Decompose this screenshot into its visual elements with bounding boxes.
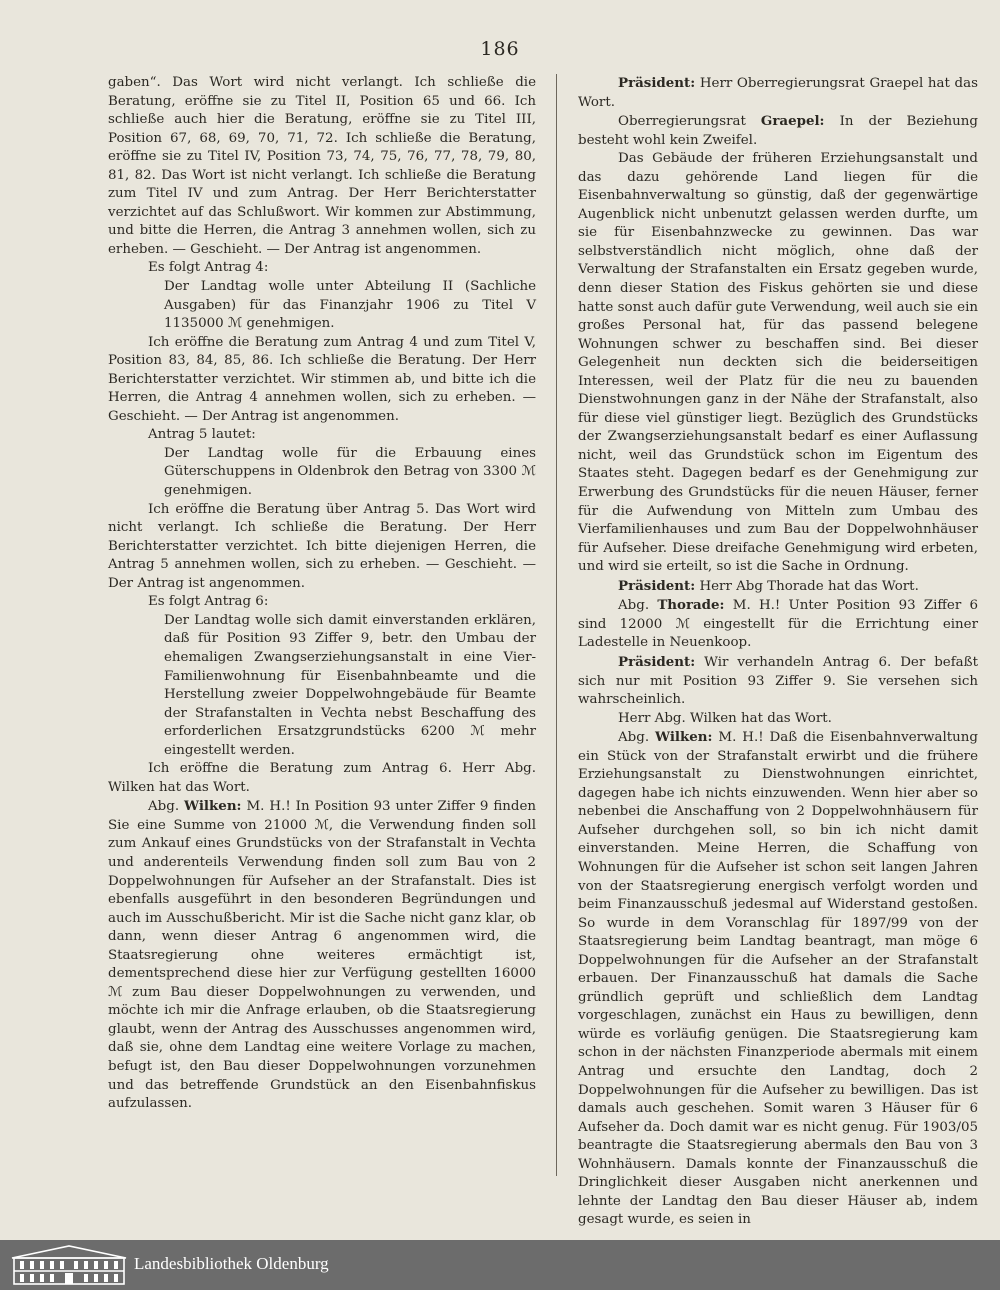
speaker-name: Thorade: <box>657 597 725 614</box>
library-building-logo-icon[interactable] <box>10 1244 128 1286</box>
page-number: 186 <box>480 38 520 60</box>
speech-paragraph <box>578 653 978 710</box>
speech-text: M. H.! In Position 93 unter Ziffer 9 finden Sie eine Summe von 21000 ℳ, die Verwendung finden soll zum Ankauf eines Grundstücks von der Strafanstalt in Vechta und anderenteils Verwendung finden soll zum Bau von 2 Doppelwohnungen für Aufseher an der Strafanstalt. Dies ist ebenfalls ausgeführt in den besonderen Begründungen und auch im Ausschußbericht. Mir ist die Sache nicht ganz klar, ob dann, wenn dieser Antrag 6 angenommen wird, die Staatsregierung ohne weiteres ermächtigt ist, dementsprechend diese hier zur Verfügung gestellten 16000 ℳ zum Bau dieser Doppelwohnungen zu verwenden, und möchte ich mir die Anfrage erlauben, ob die Staatsregierung glaubt, wenn der Antrag des Ausschusses angenommen wird, daß sie, ohne dem Landtag eine weitere Vorlage zu machen, befugt ist, den Bau dieser Doppelwohnungen vorzunehmen und das betreffende Grundstück an den Eisenbahnfiskus aufzulassen. <box>108 799 536 1112</box>
speech-text: M. H.! Unter Position 93 Ziffer 6 sind 12000 ℳ eingestellt für die Errichtung einer Ladestelle in Neuenkoop. <box>578 598 978 651</box>
motion-text: Der Landtag wolle unter Abteilung II (Sachliche Ausgaben) für das Finanzjahr 1906 zu Titel V 1135000 ℳ genehmigen. <box>164 279 536 332</box>
body-paragraph: Es folgt Antrag 4: <box>148 260 269 276</box>
speech-paragraph <box>578 577 978 597</box>
body-paragraph: Es folgt Antrag 6: <box>148 594 269 610</box>
speaker-name: Präsident: <box>618 577 696 594</box>
speaker-title: Oberregierungsrat <box>618 114 746 130</box>
speech-text: Herr Oberregierungsrat Graepel hat das Wort. <box>578 76 978 110</box>
speech-paragraph <box>578 596 978 653</box>
speech-paragraph <box>108 797 536 1113</box>
body-paragraph: Das Gebäude der früheren Erziehungsanstalt und das dazu gehörende Land liegen für die Eisenbahnverwaltung so günstig, daß der gegenwärtige Augenblick nicht unbenutzt gelassen werden durfte, um sie für Eisenbahnzwecke zu gewinnen. Das war selbstverständlich nicht möglich, ohne daß der Verwaltung der Strafanstalten ein Ersatz gegeben wurde, denn dieser Station des Fiskus gehörten sie und diese hatte sonst auch dafür gute Verwendung, weil auch sie ein großes Personal hat, für das passend belegene Wohnungen schwer zu beschaffen sind. Bei dieser Gelegenheit nun deckten sich die beiderseitigen Interessen, weil der Platz für die neu zu bauenden Dienstwohnungen ganz in der Nähe der Strafanstalt, also für diese viel günstiger liegt. Bezüglich des Grundstücks der Zwangserziehungsanstalt bedarf es einer Auflassung nicht, weil das Grundstück schon im Eigentum des Staates steht. Dagegen bedarf es der Genehmigung zur Erwerbung des Grundstücks für die neuen Häuser, ferner für die Aufwendung von Mitteln zum Umbau des Vierfamilienhauses und zum Bau der Doppelwohnhäuser für Aufseher. Diese dreifache Genehmigung wird erbeten, und wird sie erteilt, so ist die Sache in Ordnung. <box>578 151 978 575</box>
speaker-title: Abg. <box>148 799 180 815</box>
body-paragraph: Ich eröffne die Beratung über Antrag 5. Das Wort wird nicht verlangt. Ich schließe die Beratung. Der Herr Berichterstatter verzichtet. Ich bitte diejenigen Herren, die Antrag 5 annehmen wollen, sich zu erheben. — Geschieht. — Der Antrag ist angenommen. <box>108 501 536 591</box>
body-paragraph: gaben“. Das Wort wird nicht verlangt. Ich schließe die Beratung, eröffne sie zu Titel II, Position 65 und 66. Ich schließe auch hier die Beratung, eröffne sie zu Titel III, Position 67, 68, 69, 70, 71, 72. Ich schließe die Beratung, eröffne sie zu Titel IV, Position 73, 74, 75, 76, 77, 78, 79, 80, 81, 82. Das Wort ist nicht verlangt. Ich schließe die Beratung zum Titel IV und zum Antrag. Der Herr Berichterstatter verzichtet auf das Schlußwort. Wir kommen zur Abstimmung, und bitte die Herren, die Antrag 3 annehmen wollen, sich zu erheben. — Geschieht. — Der Antrag ist angenommen. <box>108 75 536 257</box>
body-paragraph: Ich eröffne die Beratung zum Antrag 6. Herr Abg. Wilken hat das Wort. <box>108 761 536 795</box>
body-paragraph: Ich eröffne die Beratung zum Antrag 4 und zum Titel V, Position 83, 84, 85, 86. Ich schließe die Beratung. Der Herr Berichterstatter verzichtet. Wir stimmen ab, und bitte ich die Herren, die Antrag 4 annehmen wollen, sich zu erheben. — Geschieht. — Der Antrag ist angenommen. <box>108 334 536 424</box>
speaker-name: Präsident: <box>618 653 696 670</box>
speaker-name: Graepel: <box>760 113 825 130</box>
speech-text: M. H.! Daß die Eisenbahnverwaltung ein Stück von der Strafanstalt erwirbt und die frühere Erziehungsanstalt zu Dienstwohnungen einrichtet, dagegen habe ich nichts einzuwenden. Wenn hier aber so nebenbei die Anschaffung von 2 Doppelwohnhäusern für Aufseher durchgehen soll, so bin ich nicht damit einverstanden. Meine Herren, die Schaffung von Wohnungen für die Aufseher ist schon seit langen Jahren von der Staatsregierung energisch verfolgt worden und beim Finanzausschuß jedesmal auf Widerstand gestoßen. So wurde in dem Voranschlag für 1897/99 von der Staatsregierung beim Landtag beantragt, man möge 6 Doppelwohnungen für die Aufseher an der Strafanstalt erbauen. Der Finanzausschuß hat damals die Sache gründlich geprüft und schließlich dem Landtag vorgeschlagen, zunächst ein Haus zu bewilligen, denn würde es vorläufig genügen. Die Staatsregierung kam schon in der nächsten Finanzperiode abermals mit einem Antrag und ersuchte den Landtag, doch 2 Doppelwohnungen für die Aufseher zu bewilligen. Das ist damals auch geschehen. Somit waren 3 Häuser für 6 Aufseher da. Doch damit war es nicht genug. Für 1903/05 beantragte die Staatsregierung abermals den Bau von 3 Wohnhäusern. Damals konnte der Finanzausschuß die Dringlichkeit dieser Ausgaben nicht anerkennen und lehnte der Landtag den Bau dieser Häuser ab, indem gesagt wurde, es seien in <box>578 730 978 1228</box>
motion-text: Der Landtag wolle für die Erbauung eines Güterschuppens in Oldenbrok den Betrag von 3300 ℳ genehmigen. <box>164 445 536 499</box>
motion-text: Der Landtag wolle sich damit einverstanden erklären, daß für Position 93 Ziffer 9, betr. den Umbau der ehemaligen Zwangserziehungsanstalt in eine Vier-Familienwohnung für Eisenbahnbeamte und die Herstellung zweier Doppelwohngebäude für Beamte der Strafanstalten in Vechta nebst Beschaffung des erforderlichen Ersatzgrundstücks 6200 ℳ mehr eingestellt werden. <box>164 612 536 758</box>
speaker-name: Wilken: <box>655 729 713 746</box>
body-paragraph: Antrag 5 lautet: <box>148 427 256 443</box>
speech-paragraph <box>578 728 978 1230</box>
speaker-title: Abg. <box>618 730 650 746</box>
speaker-title: Abg. <box>618 598 650 614</box>
speech-paragraph <box>578 74 978 112</box>
speech-text: Herr Abg Thorade hat das Wort. <box>699 578 919 594</box>
speaker-name: Präsident: <box>618 75 696 91</box>
column-divider <box>556 74 557 1176</box>
right-column <box>578 74 978 1230</box>
speech-text: In der Beziehung besteht wohl kein Zweifel. <box>578 114 978 148</box>
speaker-name: Wilken: <box>184 798 242 815</box>
body-paragraph: Herr Abg. Wilken hat das Wort. <box>618 710 832 726</box>
speech-text: Wir verhandeln Antrag 6. Der befaßt sich nur mit Position 93 Ziffer 9. Sie versehen sich wahrscheinlich. <box>578 654 978 708</box>
footer-bar <box>0 1240 1000 1290</box>
library-name[interactable]: Landesbibliothek Oldenburg <box>134 1254 329 1273</box>
speech-paragraph <box>578 112 978 150</box>
left-column <box>108 74 536 1114</box>
